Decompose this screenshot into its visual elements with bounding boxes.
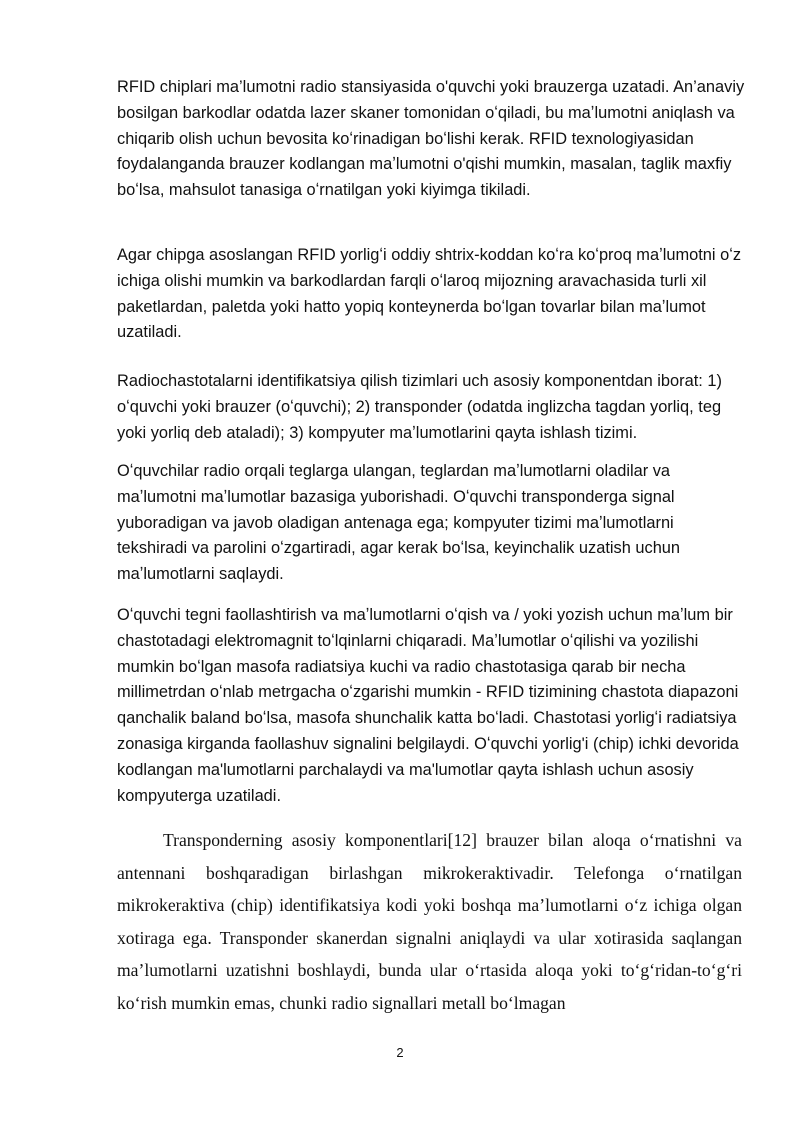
paragraph-readers: Oʻquvchilar radio orqali teglarga ulangan, teglardan maʼlumotlarni oladilar va maʼlumotni maʼlumotlar bazasiga yuborishadi. Oʻquvchi transponderga signal yuboradigan va javob oladigan antenaga ega; kompyuter tizimi maʼlumotlarni tekshiradi va parolini oʻzgartiradi, agar kerak boʻlsa, keyinchalik uzatish uchun maʼlumotlarni saqlaydi.	[117, 462, 681, 584]
page-number: 2	[396, 1045, 404, 1060]
paragraph-transponder: Transponderning asosiy komponentlari[12] brauzer bilan aloqa oʻrnatishni va antennani boshqaradigan birlashgan mikrokeraktivadir. Telefonga oʻrnatilgan mikrokeraktiva (chip) identifikatsiya kodi yoki boshqa maʼlumotlarni oʻz ichiga olgan xotiraga ega. Transponder skanerdan signalni aniqlaydi va ular xotirasida saqlangan maʼlumotlarni uzatishni boshlaydi, bunda ular oʻrtasida aloqa yoki toʻgʻridan-toʻgʻri koʻrish mumkin emas, chunki radio signallari metall boʻlmagan	[117, 830, 742, 1013]
paragraph-rfid-components: Radiochastotalarni identifikatsiya qilish tizimlari uch asosiy komponentdan iborat: 1) oʻquvchi yoki brauzer (oʻquvchi); 2) transponder (odatda inglizcha tagdan yorliq, teg yoki yorliq deb ataladi); 3) kompyuter maʼlumotlarini qayta ishlash tizimi.	[117, 372, 722, 442]
paragraph-rfid-intro: RFID chiplari ma’lumotni radio stansiyasida o'quvchi yoki brauzerga uzatadi. An’anaviy bosilgan barkodlar odatda lazer skaner tomonidan oʻqiladi, bu maʼlumotni aniqlash va chiqarib olish uchun bevosita koʻrinadigan boʻlishi kerak. RFID texnologiyasidan foydalanganda brauzer kodlangan maʼlumotni o'qishi mumkin, masalan, taglik maxfiy boʻlsa, mahsulot tanasiga oʻrnatilgan yoki kiyimga tikiladi.	[117, 78, 745, 200]
paragraph-rfid-tag-capacity: Agar chipga asoslangan RFID yorligʻi oddiy shtrix-koddan koʻra koʻproq maʼlumotni oʻz ichiga olishi mumkin va barkodlardan farqli oʻlaroq mijozning aravachasida turli xil paketlardan, paletda yoki hatto yopiq konteynerda boʻlgan tovarlar bilan maʼlumot uzatiladi.	[117, 246, 742, 342]
paragraph-reader-frequency: Oʻquvchi tegni faollashtirish va maʼlumotlarni oʻqish va / yoki yozish uchun maʼlum bir chastotadagi elektromagnit toʻlqinlarni chiqaradi. Maʼlumotlar oʻqilishi va yozilishi mumkin boʻlgan masofa radiatsiya kuchi va radio chastotasiga qarab bir necha millimetrdan oʻnlab metrgacha oʻzgarishi mumkin - RFID tizimining chastota diapazoni qanchalik baland boʻlsa, masofa shunchalik katta boʻladi. Chastotasi yorligʻi radiatsiya zonasiga kirganda faollashuv signalini belgilaydi. Oʻquvchi yorlig'i (chip) ichki devorida kodlangan ma'lumotlarni parchalaydi va ma'lumotlar qayta ishlash uchun asosiy kompyuterga uzatiladi.	[117, 606, 739, 805]
